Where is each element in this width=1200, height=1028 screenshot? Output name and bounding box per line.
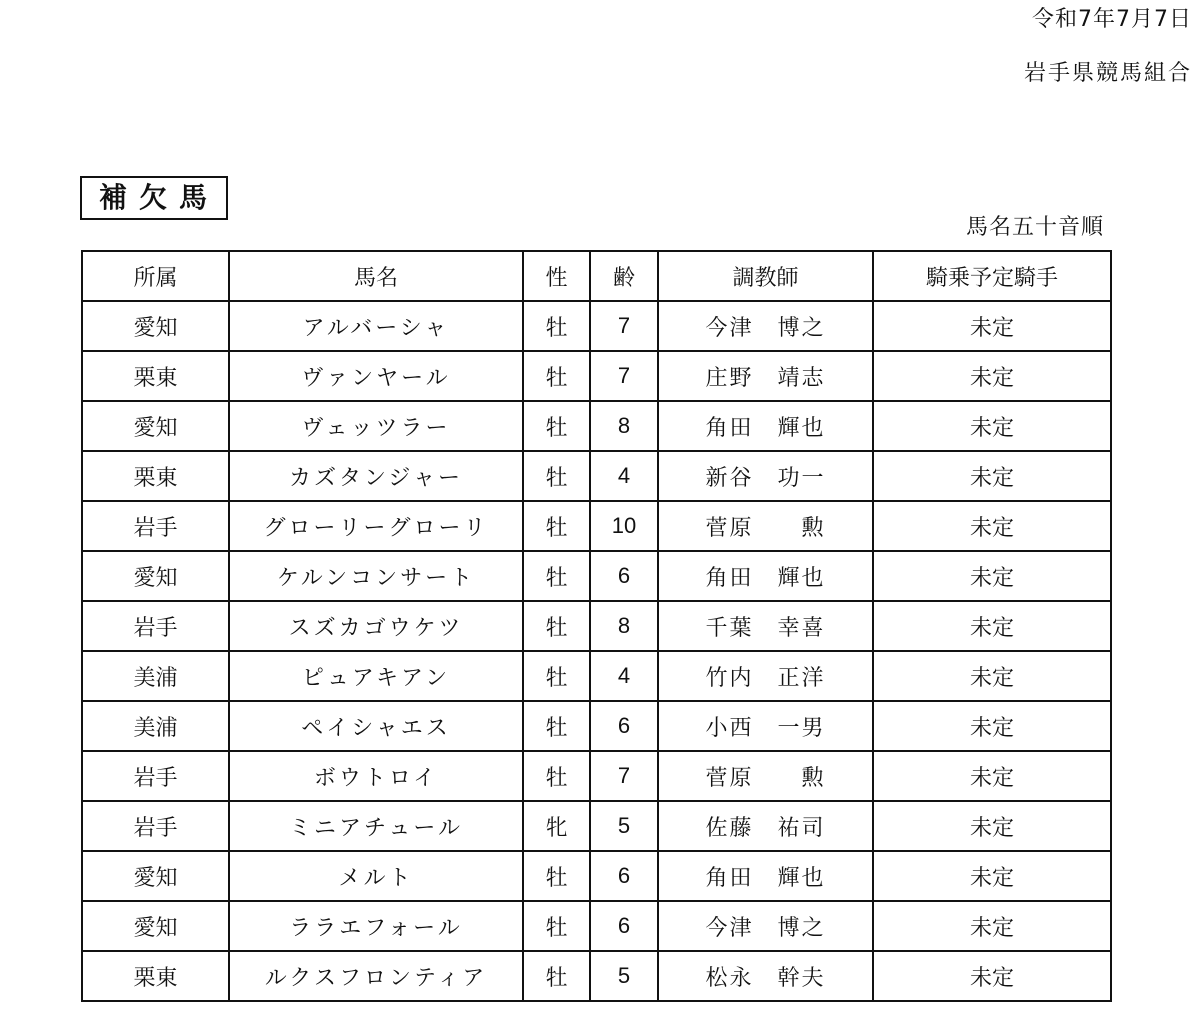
sex-cell: 牡 bbox=[523, 951, 590, 1001]
table-row bbox=[82, 701, 1111, 751]
age-cell: 6 bbox=[590, 551, 658, 601]
jockey-cell: 未定 bbox=[873, 551, 1111, 601]
age-cell: 4 bbox=[590, 451, 658, 501]
table-row bbox=[82, 801, 1111, 851]
jockey-cell: 未定 bbox=[873, 451, 1111, 501]
affiliation-cell: 愛知 bbox=[82, 901, 229, 951]
horse-name-cell: ルクスフロンティア bbox=[229, 951, 523, 1001]
jockey-cell: 未定 bbox=[873, 401, 1111, 451]
trainer-cell: 今津 博之 bbox=[658, 301, 873, 351]
affiliation-cell: 美浦 bbox=[82, 701, 229, 751]
age-cell: 7 bbox=[590, 301, 658, 351]
horse-name-cell: ヴェッツラー bbox=[229, 401, 523, 451]
table-row bbox=[82, 601, 1111, 651]
horse-name-cell: グローリーグローリ bbox=[229, 501, 523, 551]
trainer-cell: 菅原 勲 bbox=[658, 751, 873, 801]
sex-cell: 牡 bbox=[523, 401, 590, 451]
horse-name-cell: ピュアキアン bbox=[229, 651, 523, 701]
jockey-cell: 未定 bbox=[873, 701, 1111, 751]
table-body bbox=[82, 301, 1111, 1001]
table-row bbox=[82, 551, 1111, 601]
horse-name-cell: メルト bbox=[229, 851, 523, 901]
trainer-cell: 千葉 幸喜 bbox=[658, 601, 873, 651]
age-cell: 5 bbox=[590, 951, 658, 1001]
horse-name-cell: ミニアチュール bbox=[229, 801, 523, 851]
trainer-cell: 新谷 功一 bbox=[658, 451, 873, 501]
table-row bbox=[82, 451, 1111, 501]
affiliation-cell: 岩手 bbox=[82, 501, 229, 551]
jockey-cell: 未定 bbox=[873, 601, 1111, 651]
trainer-cell: 庄野 靖志 bbox=[658, 351, 873, 401]
age-cell: 7 bbox=[590, 751, 658, 801]
affiliation-cell: 愛知 bbox=[82, 551, 229, 601]
horse-name-cell: ケルンコンサート bbox=[229, 551, 523, 601]
trainer-cell: 角田 輝也 bbox=[658, 401, 873, 451]
column-header-affiliation: 所属 bbox=[82, 251, 229, 301]
trainer-cell: 佐藤 祐司 bbox=[658, 801, 873, 851]
affiliation-cell: 愛知 bbox=[82, 851, 229, 901]
horse-name-cell: カズタンジャー bbox=[229, 451, 523, 501]
trainer-cell: 松永 幹夫 bbox=[658, 951, 873, 1001]
section-title: 補欠馬 bbox=[80, 176, 228, 220]
sex-cell: 牡 bbox=[523, 351, 590, 401]
sex-cell: 牡 bbox=[523, 751, 590, 801]
sex-cell: 牡 bbox=[523, 701, 590, 751]
sex-cell: 牝 bbox=[523, 801, 590, 851]
jockey-cell: 未定 bbox=[873, 751, 1111, 801]
age-cell: 8 bbox=[590, 601, 658, 651]
table-row bbox=[82, 751, 1111, 801]
table-row bbox=[82, 301, 1111, 351]
age-cell: 5 bbox=[590, 801, 658, 851]
trainer-cell: 今津 博之 bbox=[658, 901, 873, 951]
column-header-sex: 性 bbox=[523, 251, 590, 301]
table-row bbox=[82, 851, 1111, 901]
horse-name-cell: ララエフォール bbox=[229, 901, 523, 951]
age-cell: 6 bbox=[590, 701, 658, 751]
trainer-cell: 菅原 勲 bbox=[658, 501, 873, 551]
sex-cell: 牡 bbox=[523, 551, 590, 601]
age-cell: 10 bbox=[590, 501, 658, 551]
jockey-cell: 未定 bbox=[873, 651, 1111, 701]
age-cell: 6 bbox=[590, 901, 658, 951]
trainer-cell: 竹内 正洋 bbox=[658, 651, 873, 701]
column-header-age: 齢 bbox=[590, 251, 658, 301]
sex-cell: 牡 bbox=[523, 301, 590, 351]
trainer-cell: 角田 輝也 bbox=[658, 851, 873, 901]
jockey-cell: 未定 bbox=[873, 851, 1111, 901]
affiliation-cell: 岩手 bbox=[82, 601, 229, 651]
column-header-horse-name: 馬名 bbox=[229, 251, 523, 301]
affiliation-cell: 愛知 bbox=[82, 401, 229, 451]
sex-cell: 牡 bbox=[523, 501, 590, 551]
horse-name-cell: ペイシャエス bbox=[229, 701, 523, 751]
sex-cell: 牡 bbox=[523, 451, 590, 501]
age-cell: 4 bbox=[590, 651, 658, 701]
sort-order-note: 馬名五十音順 bbox=[965, 215, 1104, 240]
reserve-horses-table bbox=[81, 250, 1112, 1002]
affiliation-cell: 栗東 bbox=[82, 451, 229, 501]
jockey-cell: 未定 bbox=[873, 301, 1111, 351]
jockey-cell: 未定 bbox=[873, 351, 1111, 401]
jockey-cell: 未定 bbox=[873, 501, 1111, 551]
sex-cell: 牡 bbox=[523, 851, 590, 901]
affiliation-cell: 美浦 bbox=[82, 651, 229, 701]
table-header-row bbox=[82, 251, 1111, 301]
column-header-trainer: 調教師 bbox=[658, 251, 873, 301]
table-row bbox=[82, 651, 1111, 701]
age-cell: 7 bbox=[590, 351, 658, 401]
horse-name-cell: アルバーシャ bbox=[229, 301, 523, 351]
table-row bbox=[82, 501, 1111, 551]
horse-name-cell: ヴァンヤール bbox=[229, 351, 523, 401]
sex-cell: 牡 bbox=[523, 901, 590, 951]
table-row bbox=[82, 951, 1111, 1001]
jockey-cell: 未定 bbox=[873, 801, 1111, 851]
sex-cell: 牡 bbox=[523, 601, 590, 651]
jockey-cell: 未定 bbox=[873, 901, 1111, 951]
affiliation-cell: 栗東 bbox=[82, 951, 229, 1001]
affiliation-cell: 栗東 bbox=[82, 351, 229, 401]
table-row bbox=[82, 351, 1111, 401]
table-row bbox=[82, 901, 1111, 951]
affiliation-cell: 岩手 bbox=[82, 751, 229, 801]
table-row bbox=[82, 401, 1111, 451]
sex-cell: 牡 bbox=[523, 651, 590, 701]
document-date: 令和7年7月7日 bbox=[1032, 7, 1192, 32]
horse-name-cell: スズカゴウケツ bbox=[229, 601, 523, 651]
age-cell: 6 bbox=[590, 851, 658, 901]
affiliation-cell: 岩手 bbox=[82, 801, 229, 851]
column-header-jockey: 騎乗予定騎手 bbox=[873, 251, 1111, 301]
trainer-cell: 小西 一男 bbox=[658, 701, 873, 751]
affiliation-cell: 愛知 bbox=[82, 301, 229, 351]
horse-name-cell: ボウトロイ bbox=[229, 751, 523, 801]
organization-name: 岩手県競馬組合 bbox=[1023, 61, 1192, 86]
jockey-cell: 未定 bbox=[873, 951, 1111, 1001]
trainer-cell: 角田 輝也 bbox=[658, 551, 873, 601]
age-cell: 8 bbox=[590, 401, 658, 451]
